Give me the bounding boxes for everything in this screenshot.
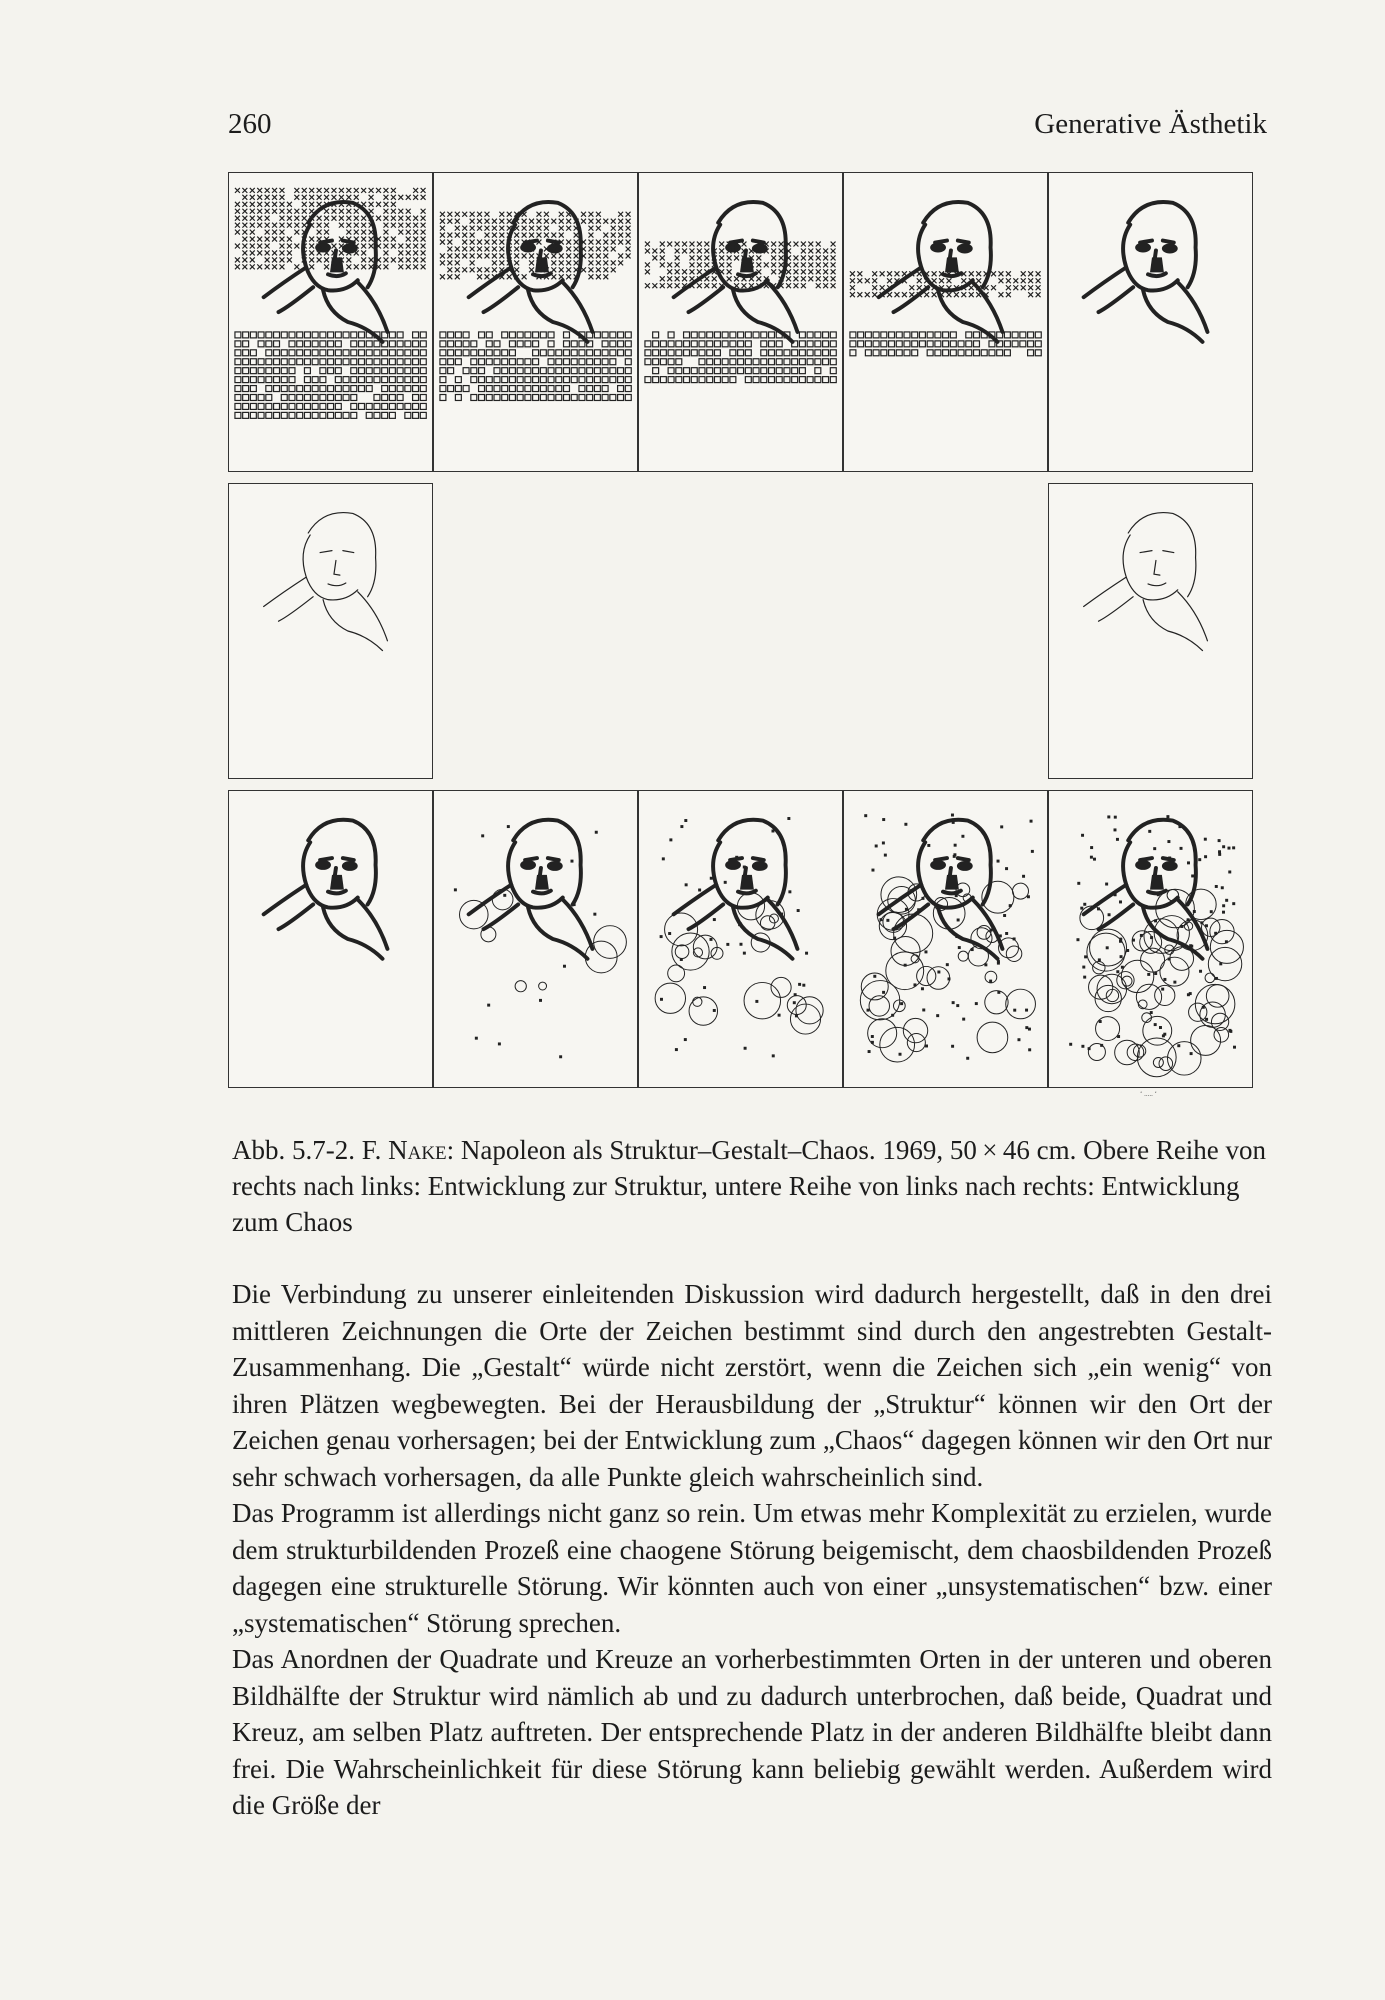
figure-caption <box>232 1132 1272 1240</box>
figure-top-cell <box>638 172 843 472</box>
figure-bottom-cell <box>433 790 638 1088</box>
figure-top-cell <box>433 172 638 472</box>
caption-text: : Napoleon als Struktur–Gestalt–Chaos. 1969, 50 × 46 cm. Obere Reihe von rechts nach links: Entwicklung zur Struktur, untere Reihe von links nach rechts: Entwicklung zum Chaos <box>232 1135 1267 1237</box>
page-number: 260 <box>228 108 272 140</box>
figure-bottom-cell <box>1048 790 1253 1088</box>
figure-bottom-cell <box>843 790 1048 1088</box>
figure-middle-cell <box>1048 483 1253 779</box>
caption-author: Nake <box>388 1135 447 1165</box>
figure-top-cell <box>228 172 433 472</box>
figure-bottom-cell <box>638 790 843 1088</box>
figure-credit-mark: ‘ ..... ‘ <box>1140 1090 1157 1098</box>
paragraph-1: Die Verbindung zu unserer einleitenden Diskussion wird dadurch hergestellt, daß in den drei mittleren Zeichnungen die Orte der Zeichen bestimmt sind durch den angestrebten Gestalt-Zusammenhang. Die „Gestalt“ würde nicht zerstört, wenn die Zeichen sich „ein wenig“ von ihren Plätzen wegbewegten. Bei der Herausbildung der „Struktur“ können wir den Ort der Zeichen genau vorhersagen; bei der Entwicklung zum „Chaos“ dagegen können wir den Ort nur sehr schwach vorhersagen, da alle Punkte gleich wahrscheinlich sind. <box>232 1279 1272 1492</box>
running-title: Generative Ästhetik <box>1034 108 1267 140</box>
body-text <box>232 1276 1272 1824</box>
figure-middle-cell <box>228 483 433 779</box>
figure-top-cell <box>843 172 1048 472</box>
figure-bottom-cell <box>228 790 433 1088</box>
paragraph-3: Das Anordnen der Quadrate und Kreuze an vorherbestimmten Orten in der unteren und oberen Bildhälfte der Struktur wird nämlich ab und zu dadurch unterbrochen, daß beide, Quadrat und Kreuz, am selben Platz auftreten. Der entsprechende Platz in der anderen Bildhälfte bleibt dann frei. Die Wahrscheinlichkeit für diese Störung kann beliebig gewählt werden. Außerdem wird die Größe der <box>232 1644 1272 1820</box>
figure-top-cell <box>1048 172 1253 472</box>
caption-label: Abb. 5.7-2. F. <box>232 1135 389 1165</box>
paragraph-2: Das Programm ist allerdings nicht ganz so rein. Um etwas mehr Komplexität zu erzielen, wurde dem strukturbildenden Prozeß eine chaogene Störung beigemischt, dem chaosbildenden Prozeß dagegen eine strukturelle Störung. Wir könnten auch von einer „unsystematischen“ bzw. einer „systematischen“ Störung sprechen. <box>232 1498 1272 1638</box>
